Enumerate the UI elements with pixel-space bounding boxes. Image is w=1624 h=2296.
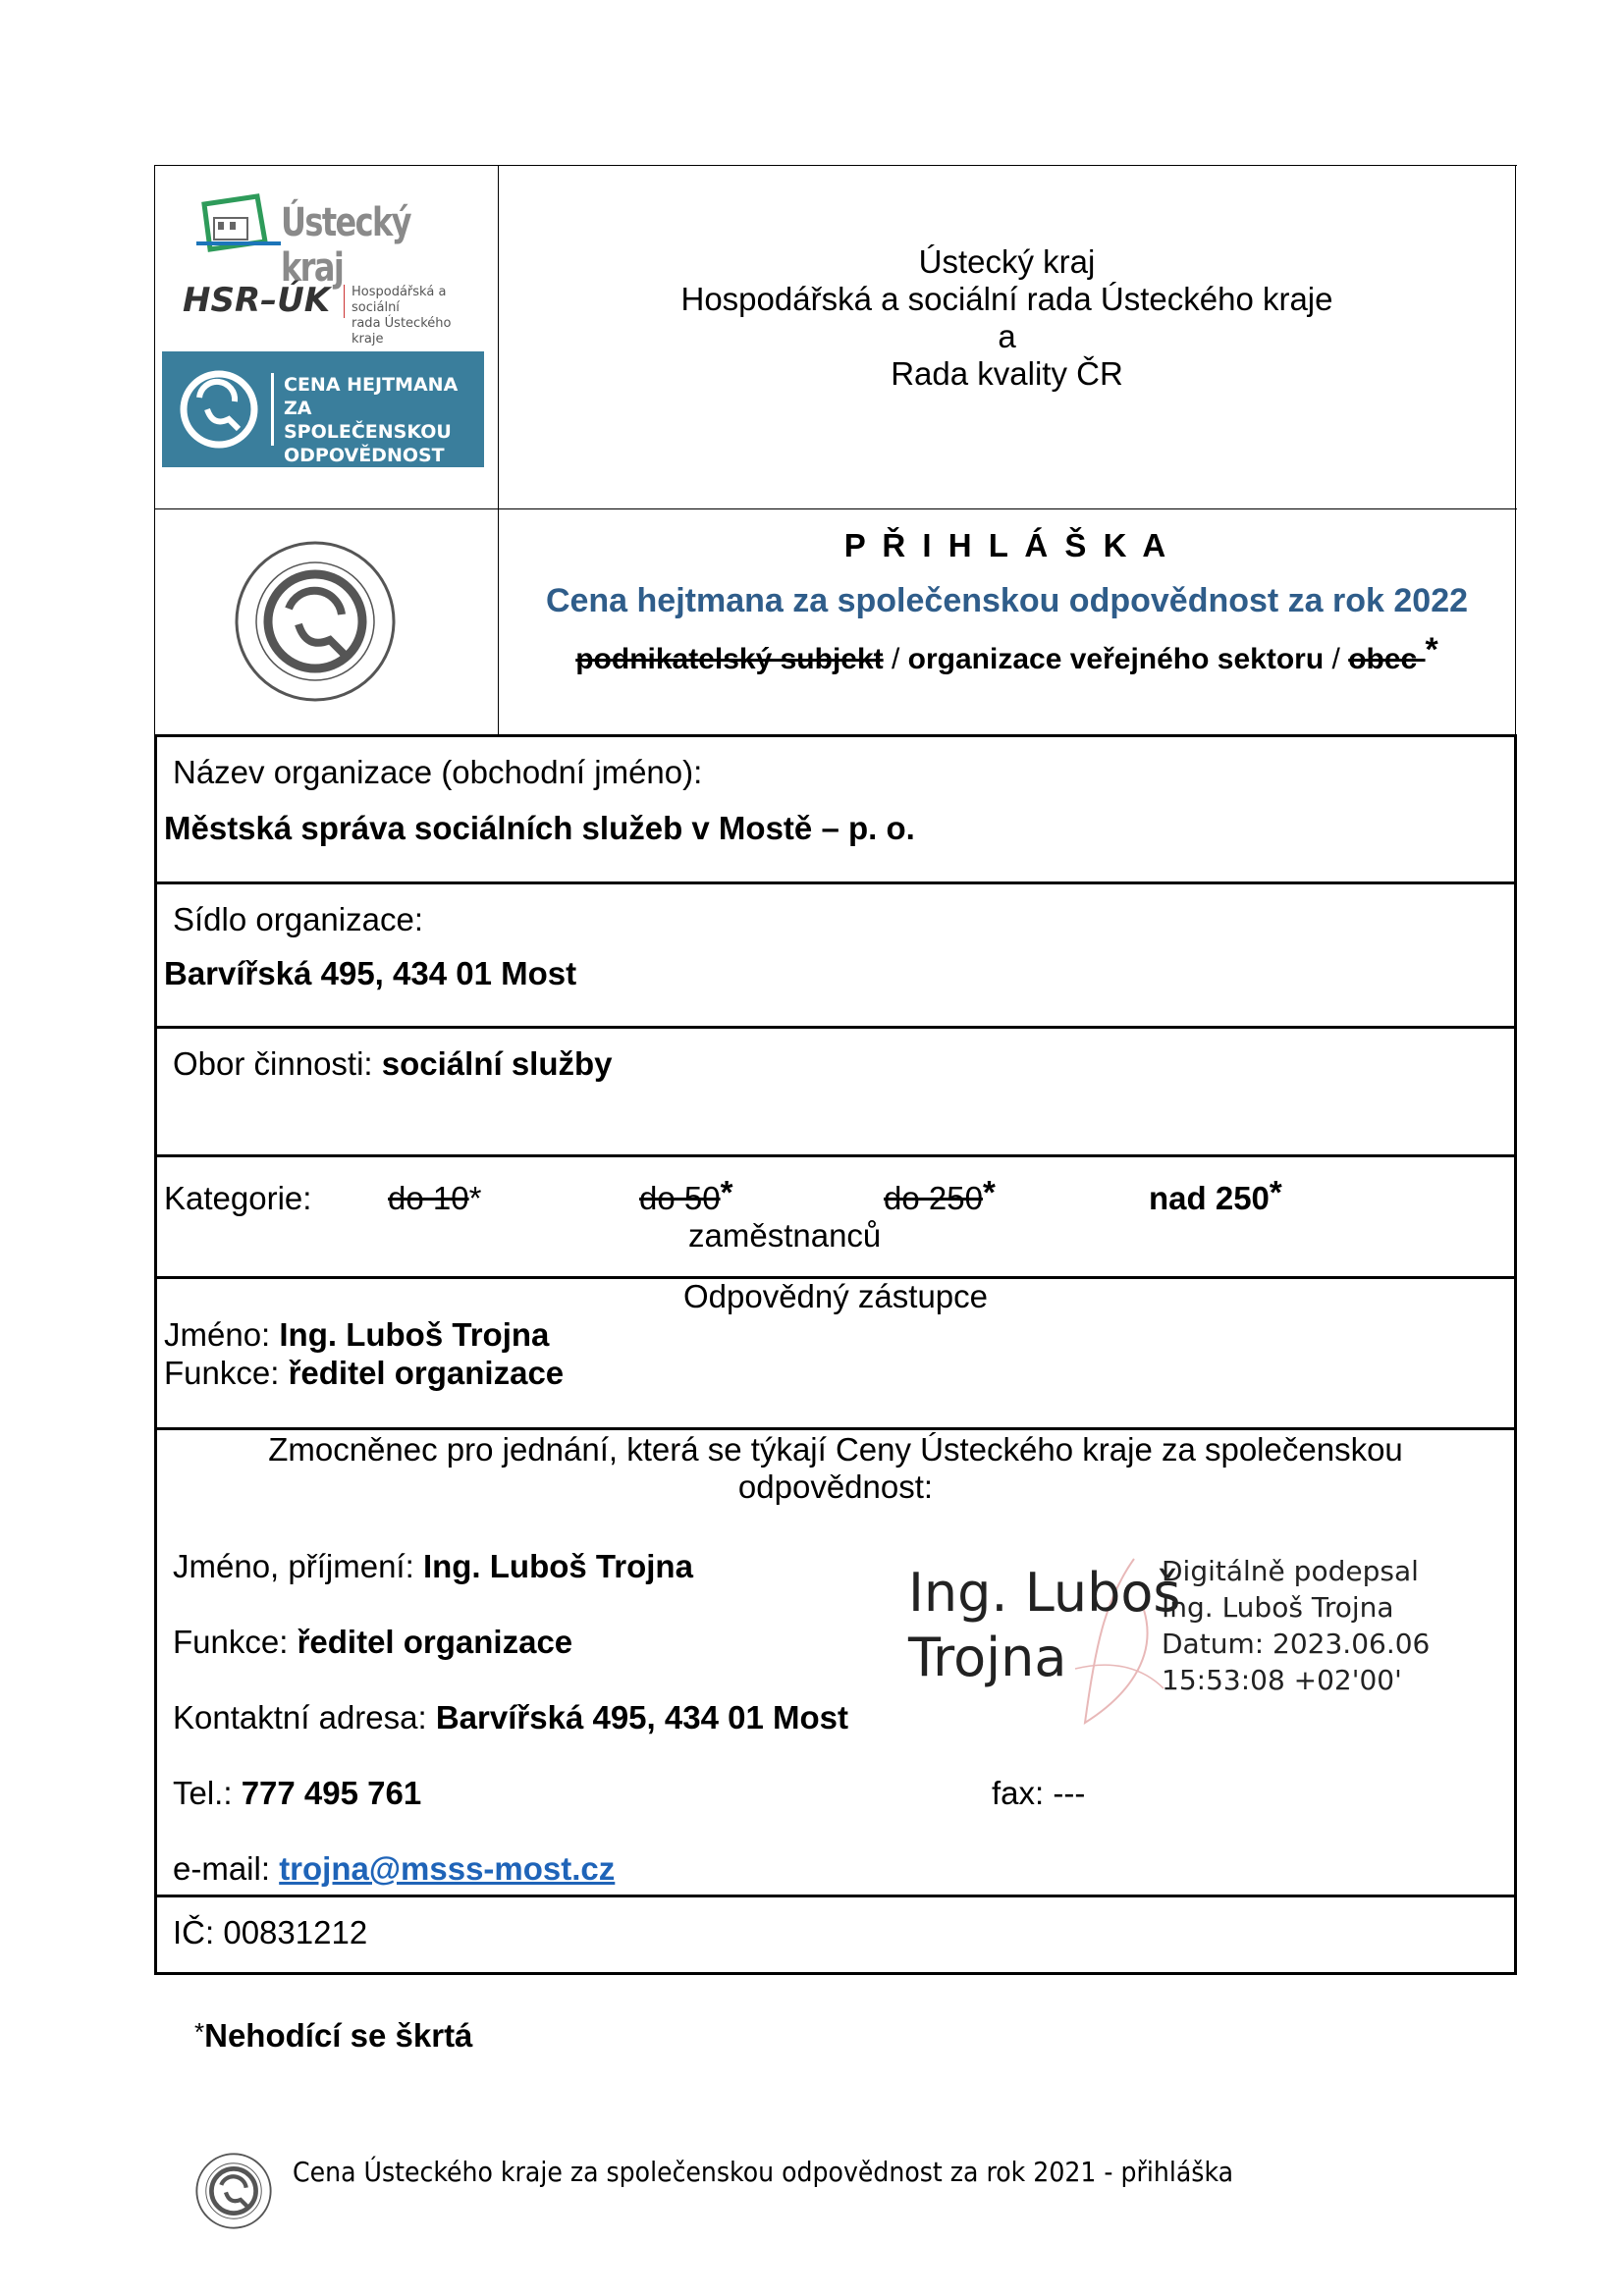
zmocnenec-heading-2: odpovědnost: [737, 1468, 934, 1505]
kategorie-option-10: do 10* [388, 1180, 482, 1216]
ic-row: IČ: 00831212 [173, 1914, 368, 1950]
obor-label: Obor činnosti: [173, 1045, 382, 1082]
seal-icon [232, 538, 399, 705]
obor-row [173, 1045, 613, 1083]
type-public-sector: organizace veřejného sektoru [907, 643, 1325, 675]
zastupce-funkce: Funkce: ředitel organizace [164, 1355, 565, 1391]
ustecky-kraj-logo [196, 192, 471, 291]
hsr-uk-logo [183, 281, 487, 347]
kategorie-unit: zaměstnanců [688, 1217, 882, 1254]
obor-value: sociální služby [381, 1045, 613, 1082]
hsr-uk-subtitle-1: Hospodářská a sociální [352, 285, 447, 315]
type-municipality: obec [1348, 643, 1426, 675]
cena-hejtmana-logo [162, 351, 484, 467]
org-line-2: Hospodářská a sociální rada Ústeckého kraje [680, 281, 1333, 317]
cena-logo-line-2: ZA SPOLEČENSKOU [284, 398, 452, 443]
zastupce-heading: Odpovědný zástupce [682, 1278, 989, 1314]
zastupce-jmeno: Jméno: Ing. Luboš Trojna [164, 1316, 550, 1353]
signature-name-1: Ing. Luboš [908, 1562, 1181, 1624]
hsr-uk-logo-text: HSR–ÚK [183, 281, 331, 320]
org-line-3: a [998, 318, 1016, 354]
org-line-1: Ústecký kraj [918, 243, 1096, 280]
ustecky-kraj-logo-text: Ústecký kraj [281, 200, 410, 291]
castle-icon [196, 192, 285, 253]
type-business: podnikatelský subjekt [575, 643, 884, 675]
cena-logo-line-3: ODPOVĚDNOST [284, 445, 445, 466]
sidlo-label: Sídlo organizace: [173, 901, 423, 937]
signature-info-3: Datum: 2023.06.06 [1162, 1628, 1431, 1660]
digital-signature [908, 1551, 1438, 1737]
award-logo-icon [178, 368, 260, 451]
award-name: Cena hejtmana za společenskou odpovědnost za rok 2022 [545, 582, 1469, 619]
kategorie-option-250: do 250* [884, 1174, 996, 1216]
kategorie-option-50: do 50* [639, 1174, 733, 1216]
signature-name-2: Trojna [908, 1627, 1067, 1688]
nazev-label: Název organizace (obchodní jméno): [173, 754, 703, 790]
zmocnenec-heading-1: Zmocněnec pro jednání, která se týkají Ceny Ústeckého kraje za společenskou [268, 1431, 1403, 1468]
cena-logo-line-1: CENA HEJTMANA [284, 374, 459, 396]
kategorie-label: Kategorie: [164, 1180, 312, 1216]
header-organizations [499, 243, 1515, 393]
zmocnenec-funkce: Funkce: ředitel organizace [173, 1624, 573, 1660]
form-title: P Ř I H L Á Š K A [843, 527, 1170, 563]
zmocnenec-fax: fax: --- [992, 1775, 1086, 1811]
zmocnenec-adresa: Kontaktní adresa: Barvířská 495, 434 01 Most [173, 1699, 848, 1735]
zmocnenec-email: e-mail: trojna@msss-most.cz [173, 1850, 616, 1887]
signature-info-1: Digitálně podepsal [1162, 1555, 1419, 1587]
footer-seal [194, 2152, 273, 2230]
nazev-value: Městská správa sociálních služeb v Mostě – p. o. [164, 810, 915, 846]
footer-text: Cena Ústeckého kraje za společenskou odpovědnost za rok 2021 - přihláška [293, 2156, 1234, 2188]
applicant-type: podnikatelský subjekt / organizace veřejného sektoru / obec * [575, 631, 1438, 675]
hsr-uk-subtitle-2: rada Ústeckého kraje [352, 316, 452, 347]
footer-seal-icon [194, 2152, 273, 2230]
zmocnenec-tel: Tel.: 777 495 761 [173, 1775, 422, 1811]
email-link[interactable]: trojna@msss-most.cz [279, 1850, 616, 1887]
strike-note: *Nehodící se škrtá [194, 2017, 473, 2054]
zmocnenec-jmeno: Jméno, příjmení: Ing. Luboš Trojna [173, 1548, 693, 1584]
signature-info-4: 15:53:08 +02'00' [1162, 1664, 1402, 1696]
sidlo-value: Barvířská 495, 434 01 Most [164, 955, 577, 991]
signature-info-2: Ing. Luboš Trojna [1162, 1591, 1394, 1624]
kategorie-option-nad-250: nad 250* [1149, 1174, 1282, 1216]
award-seal [232, 538, 399, 705]
org-line-4: Rada kvality ČR [891, 355, 1123, 392]
